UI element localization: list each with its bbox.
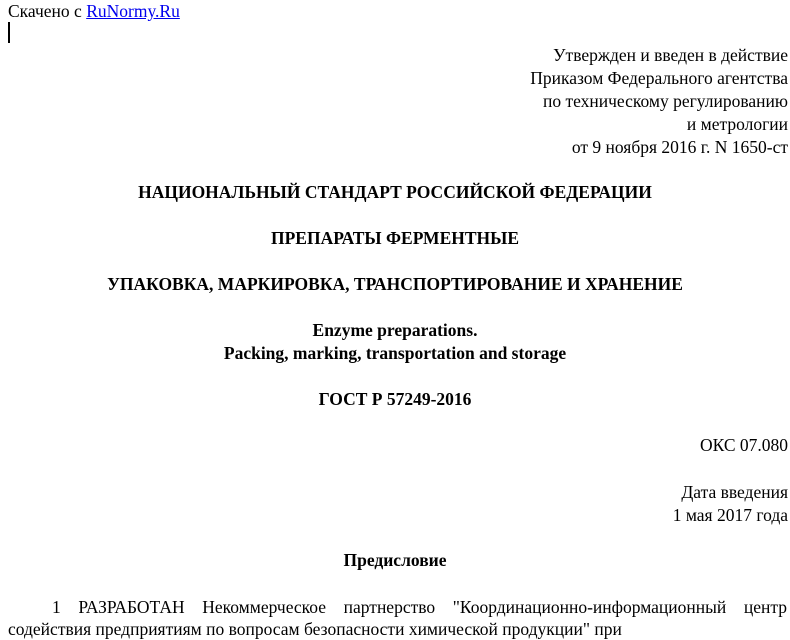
foreword-paragraph-1: 1 РАЗРАБОТАН Некоммерческое партнерство "Координационно-информационный центр содействия предприятиям по вопросам безопасности химической продукции" при [8,597,787,639]
text-cursor [8,22,10,43]
approval-line-5: от 9 ноября 2016 г. N 1650-ст [571,137,788,157]
oks-code: ОКС 07.080 [699,435,788,455]
approval-line-3: по техническому регулированию [542,91,788,111]
national-standard-title: НАЦИОНАЛЬНЫЙ СТАНДАРТ РОССИЙСКОЙ ФЕДЕРАЦИИ [138,182,652,202]
runormy-link[interactable]: RuNormy.Ru [86,1,180,21]
download-source [8,0,180,22]
approval-line-1: Утвержден и введен в действие [553,45,788,65]
english-title-line-2: Packing, marking, transportation and storage [223,343,567,363]
approval-line-4: и метрологии [686,114,788,134]
gost-number: ГОСТ Р 57249-2016 [318,389,472,409]
english-title-line-1: Enzyme preparations. [312,320,478,340]
scope-title: УПАКОВКА, МАРКИРОВКА, ТРАНСПОРТИРОВАНИЕ И ХРАНЕНИЕ [107,274,683,294]
download-prefix: Скачено с [8,1,87,21]
approval-line-2: Приказом Федерального агентства [530,68,788,88]
foreword-heading: Предисловие [343,550,447,570]
intro-date-value: 1 мая 2017 года [672,505,788,525]
intro-date-label: Дата введения [681,482,788,502]
subject-title: ПРЕПАРАТЫ ФЕРМЕНТНЫЕ [270,228,519,248]
